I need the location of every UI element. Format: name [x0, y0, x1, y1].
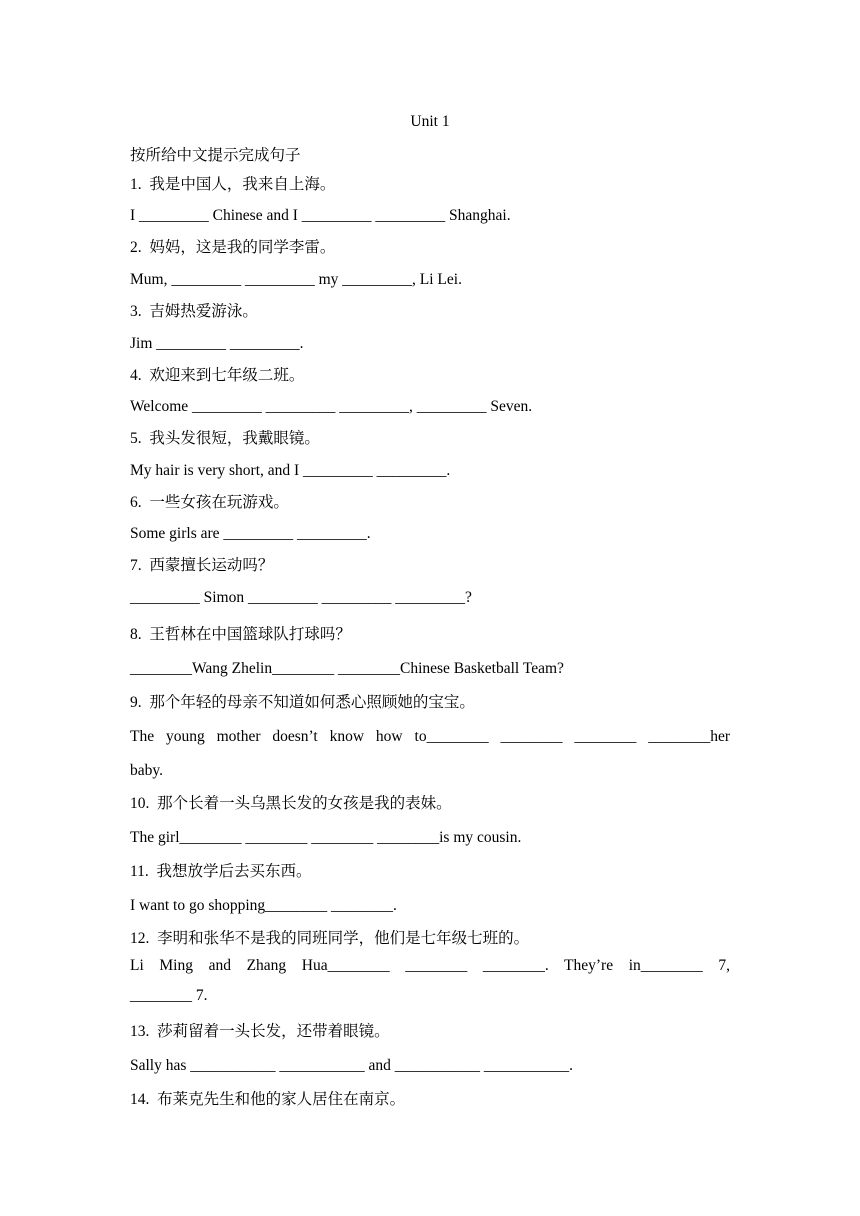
instruction: 按所给中文提示完成句子 [130, 147, 301, 164]
question-11-english: I want to go shopping________ ________. [130, 897, 397, 914]
question-8-english: ________Wang Zhelin________ ________Chinese Basketball Team? [130, 660, 564, 677]
question-13-chinese: 13. 莎莉留着一头长发，还带着眼镜。 [130, 1023, 390, 1040]
question-9-english: The young mother doesn’t know how to________ ________ ________ ________her [130, 728, 730, 745]
question-12-english-continued: ________ 7. [130, 987, 208, 1004]
question-9-chinese: 9. 那个年轻的母亲不知道如何悉心照顾她的宝宝。 [130, 694, 475, 711]
page-title: Unit 1 [410, 113, 450, 130]
question-6-english: Some girls are _________ _________. [130, 525, 371, 542]
question-3-chinese: 3. 吉姆热爱游泳。 [130, 303, 258, 320]
question-12-chinese: 12. 李明和张华不是我的同班同学，他们是七年级七班的。 [130, 930, 530, 947]
question-12-english: Li Ming and Zhang Hua________ ________ ________. They’re in________ 7, [130, 957, 730, 974]
question-8-chinese: 8. 王哲林在中国篮球队打球吗？ [130, 626, 351, 643]
question-13-english: Sally has ___________ ___________ and ___________ ___________. [130, 1057, 574, 1074]
question-4-english: Welcome _________ _________ _________, _________ Seven. [130, 398, 533, 415]
question-1-chinese: 1. 我是中国人，我来自上海。 [130, 176, 336, 193]
question-5-english: My hair is very short, and I _________ _________. [130, 462, 451, 479]
question-2-chinese: 2. 妈妈，这是我的同学李雷。 [130, 239, 336, 256]
question-10-chinese: 10. 那个长着一头乌黑长发的女孩是我的表妹。 [130, 795, 452, 812]
question-7-english: _________ Simon _________ _________ _________? [130, 589, 472, 606]
question-4-chinese: 4. 欢迎来到七年级二班。 [130, 367, 305, 384]
question-2-english: Mum, _________ _________ my _________, Li Lei. [130, 271, 462, 288]
question-1-english: I _________ Chinese and I _________ _________ Shanghai. [130, 207, 511, 224]
question-7-chinese: 7. 西蒙擅长运动吗？ [130, 557, 274, 574]
question-5-chinese: 5. 我头发很短，我戴眼镜。 [130, 430, 320, 447]
question-11-chinese: 11. 我想放学后去买东西。 [130, 863, 312, 880]
question-14-chinese: 14. 布莱克先生和他的家人居住在南京。 [130, 1091, 406, 1108]
question-3-english: Jim _________ _________. [130, 335, 304, 352]
question-10-english: The girl________ ________ ________ ________is my cousin. [130, 829, 522, 846]
question-6-chinese: 6. 一些女孩在玩游戏。 [130, 494, 289, 511]
question-9-english-continued: baby. [130, 762, 163, 779]
